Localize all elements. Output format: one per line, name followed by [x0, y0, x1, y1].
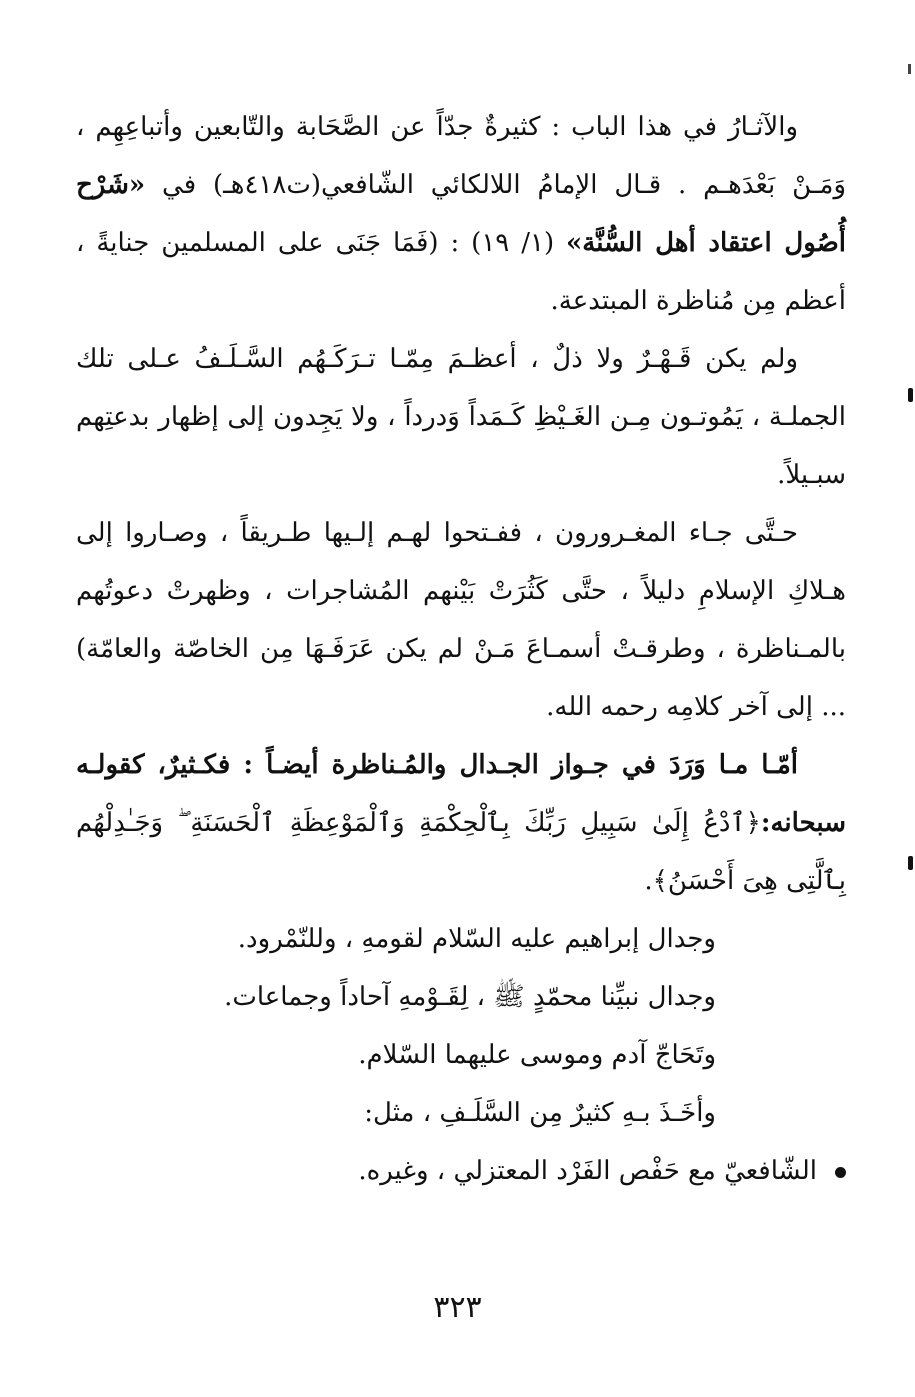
paragraph-jidal-heading: أمّـا مـا وَرَدَ في جـواز الجـدال والمُـناظرة أيضـاً :: [230, 750, 798, 780]
paragraph-maghrurun: حـتَّى جـاء المغـرورون ، ففـتحوا لهـم إلـيها طـريقاً ، وصـاروا إلى هـلاكِ الإسلامِ دليلاً ، حتَّى كَثُرَتْ بَيْنهم المُشاجرات ، وظهرتْ دعوتُهم بالمـناظرة ، وطرقـتْ أسمـاعَ مَـنْ لم يكن عَرَفَـهَا مِن الخاصّة والعامّة) ... إلى آخر كلامِه رحمه الله.: [76, 518, 846, 722]
bullet-item-text: الشّافعيّ مع حَفْص الفَرْد المعتزلي ، وغيره.: [358, 1156, 817, 1186]
paragraph-athar: [76, 98, 846, 330]
paragraph-jidal: [76, 736, 846, 910]
book-title: «شَرْح أُصُول اعتقاد أهل السُّنَّة»: [76, 170, 847, 258]
bullet-icon: [835, 1167, 846, 1178]
page-number: ٣٢٣: [433, 1290, 482, 1325]
examples-list: [76, 910, 846, 1200]
margin-tick: [908, 388, 913, 402]
list-item: وأخَـذَ بـهِ كثيرٌ مِن السَّلَـفِ ، مثل:: [364, 1098, 716, 1128]
quran-verse: ﴿ٱدْعُ إِلَىٰ سَبِيلِ رَبِّكَ بِٱلْحِكْمَةِ وَٱلْمَوْعِظَةِ ٱلْحَسَنَةِ ۖ وَجَـٰدِلْهُم بِٱلَّتِى هِىَ أَحْسَنُ﴾: [76, 808, 846, 896]
paragraph-jidal-lead: فكـثيرٌ، كقولـه سبحانه:: [76, 750, 846, 838]
list-item: وجدال إبراهيم عليه السّلام لقومهِ ، وللنّمْرود.: [237, 924, 716, 954]
bullet-list-item: [76, 1142, 846, 1200]
paragraph-jidal-end: .: [644, 866, 653, 896]
list-item: وجدال نبيِّنا محمّدٍ ﷺ ، لِقَـوْمهِ آحاداً وجماعات.: [224, 982, 716, 1012]
paragraph-salaf: ولم يكن قَـهْـرٌ ولا ذلٌ ، أعظـمَ مِمّـا تـرَكَـهُم السَّـلَـفُ عـلى تلك الجملـة ، يَمُوتـون مِـن الغَـيْظِ كَـمَداً وَدرداً ، ولا يَجِدون إلى إظهار بدعتِهم سبـيلاً.: [76, 344, 846, 490]
margin-tick: [908, 856, 913, 870]
scan-mark: [908, 64, 911, 74]
paragraph-athar-text-1: والآثـارُ في هذا الباب : كثيرةٌ جدّاً عن الصَّحَابة والتّابعين وأتباعِهِم ، وَمَـنْ بَعْدَهـم . قـال الإمامُ اللالكائي الشّافعي(ت٤١٨هـ) في: [76, 112, 847, 200]
list-item: وتَحَاجّ آدم وموسى عليهما السّلام.: [358, 1040, 716, 1070]
paragraph-athar-text-2: (١/ ١٩) : (فَمَا جَنَى على المسلمين جنايةً ، أعظم مِن مُناظرة المبتدعة.: [76, 228, 846, 316]
page-body: [76, 98, 846, 1200]
